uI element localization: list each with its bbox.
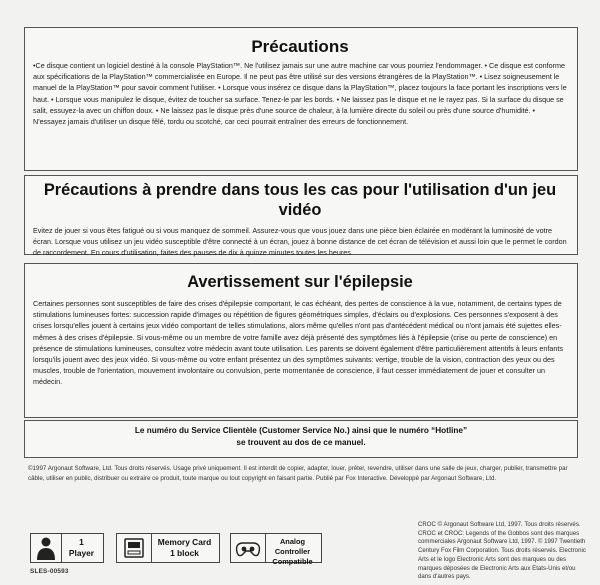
analog-controller-badge (230, 533, 322, 566)
analog-controller-icon (231, 534, 266, 562)
badge-line: Memory Card (157, 537, 212, 547)
section-title: Précautions (251, 37, 349, 56)
badge-line: Compatible (272, 557, 313, 566)
section-text: Certaines personnes sont susceptibles de faire des crises d'épilepsie comportant, le cas échéant, des pertes de conscience à la vue, notamment, de certains types de stimulations lumineuses fortes: succession rapide d'images ou répétition de figures géométriques simples, d'éclairs ou d'explosions. Ces personnes s'exposent à des crises lorsqu'elles jouent à certains jeux vidéo comportant de telles stimulations, alors même qu'elles n'ont pas d'antécédent médical ou n'ont jamais été sujettes elles-mêmes à des crises d'épilepsie. Si vous-même ou un membre de votre famille avez déjà présenté des symptômes liés à l'épilepsie (crise ou perte de conscience) en présence de stimulations lumineuses, consultez votre médecin avant toute utilisation. Les parents se doivent également d'être particulièrement attentifs à leurs enfants lorsqu'ils jouent avec des jeux vidéo. Si vous-même ou votre enfant présentez un des symptômes suivants: vertige, trouble de la vision, contraction des yeux ou des muscles, trouble de l'orientation, mouvement involontaire ou convulsion, perte momentanée de conscience, il faut cesser immédiatement de jouer et consulter un médecin. (33, 299, 563, 387)
badge-line: Analog Controller (274, 537, 311, 556)
memory-card-badge (116, 533, 220, 563)
section-title: Avertissement sur l'épilepsie (187, 273, 413, 291)
service-notice (24, 420, 578, 458)
section-precautions (24, 27, 578, 171)
section-text: Evitez de jouer si vous êtes fatigué ou si vous manquez de sommeil. Assurez-vous que vous jouez dans une pièce bien éclairée en modérant la luminosité de votre écran. Lorsque vous utilisez un jeu vidéo susceptible d'être connecté à un écran, jouez à bonne distance de cet écran de télévision et aussi loin que le permet le cordon de raccordement. En cours d'utilisation, faites des pauses de dix à quinze minutes toutes les heures. (33, 226, 567, 258)
memory-card-icon (117, 534, 152, 562)
section-video-game-precautions (24, 175, 578, 258)
service-notice-line: Le numéro du Service Clientèle (Customer Service No.) ainsi que le numéro “Hotline” (134, 426, 468, 435)
credits-notice: CROC © Argonaut Software Ltd, 1997. Tous droits réservés. CROC et CROC: Legends of the Gobbos sont des marques commerciales Argonaut Software Ltd, 1997. © 1997 Twentieth Century Fox Film Corporation. Tous droits réservés. Electronic Arts et le logo Electronic Arts sont des marques ou des marques déposées de Electronic Arts aux Etats-Unis et/ou dans d'autres pays. (418, 521, 586, 581)
section-epilepsy-warning (24, 263, 578, 418)
serial-number: SLES-00593 (30, 568, 69, 575)
badge-line: 1 block (170, 547, 199, 558)
badge-line: Player (68, 547, 95, 558)
service-notice-line: se trouvent au dos de ce manuel. (236, 438, 366, 447)
player-count-badge (30, 533, 104, 563)
player-icon (31, 534, 62, 562)
section-text: •Ce disque contient un logiciel destiné à la console PlayStation™. Ne l'utilisez jamais sur une autre machine car vous pourriez l'endommager. • Ce disque est conforme aux spécifications de la PlayStation™ commercialisée en Europe. Il ne peut pas être utilisé sur des versions étrangères de la PlayStation™. • Lisez soigneusement le manuel de la PlayStation™ pour savoir comment l'utiliser. • Lorsque vous insérez ce disque dans la PlayStation™, placez toujours la face portant les inscriptions vers le haut. • Lorsque vous manipulez le disque, évitez de toucher sa surface. Tenez-le par les bords. • Ne laissez pas le disque et ne le rayez pas. Si la surface du disque se salit, essuyez-la avec un chiffon doux. • Ne laissez pas le disque près d'une source de chaleur, à la lumière directe du soleil ou près d'une source d'humidité. • N'essayez jamais d'utiliser un disque fêlé, tordu ou scotché, car ceci pourrait entraîner des erreurs de fonctionnement. (33, 61, 567, 127)
section-title: Précautions à prendre dans tous les cas pour l'utilisation d'un jeu vidéo (43, 181, 557, 219)
legal-notice: ©1997 Argonaut Software, Ltd. Tous droits réservés. Usage privé uniquement. Il est interdit de copier, adapter, louer, prêter, revendre, utiliser dans une salle de jeux, charger, publier, transmettre par câble, utiliser en public, distribuer ou extraire ce produit, toute marque ou tout copyright en faisant partie. Publié par Fox Interactive. Développé par Argonaut Software, Ltd. (28, 465, 568, 482)
badge-line: 1 (79, 537, 84, 547)
